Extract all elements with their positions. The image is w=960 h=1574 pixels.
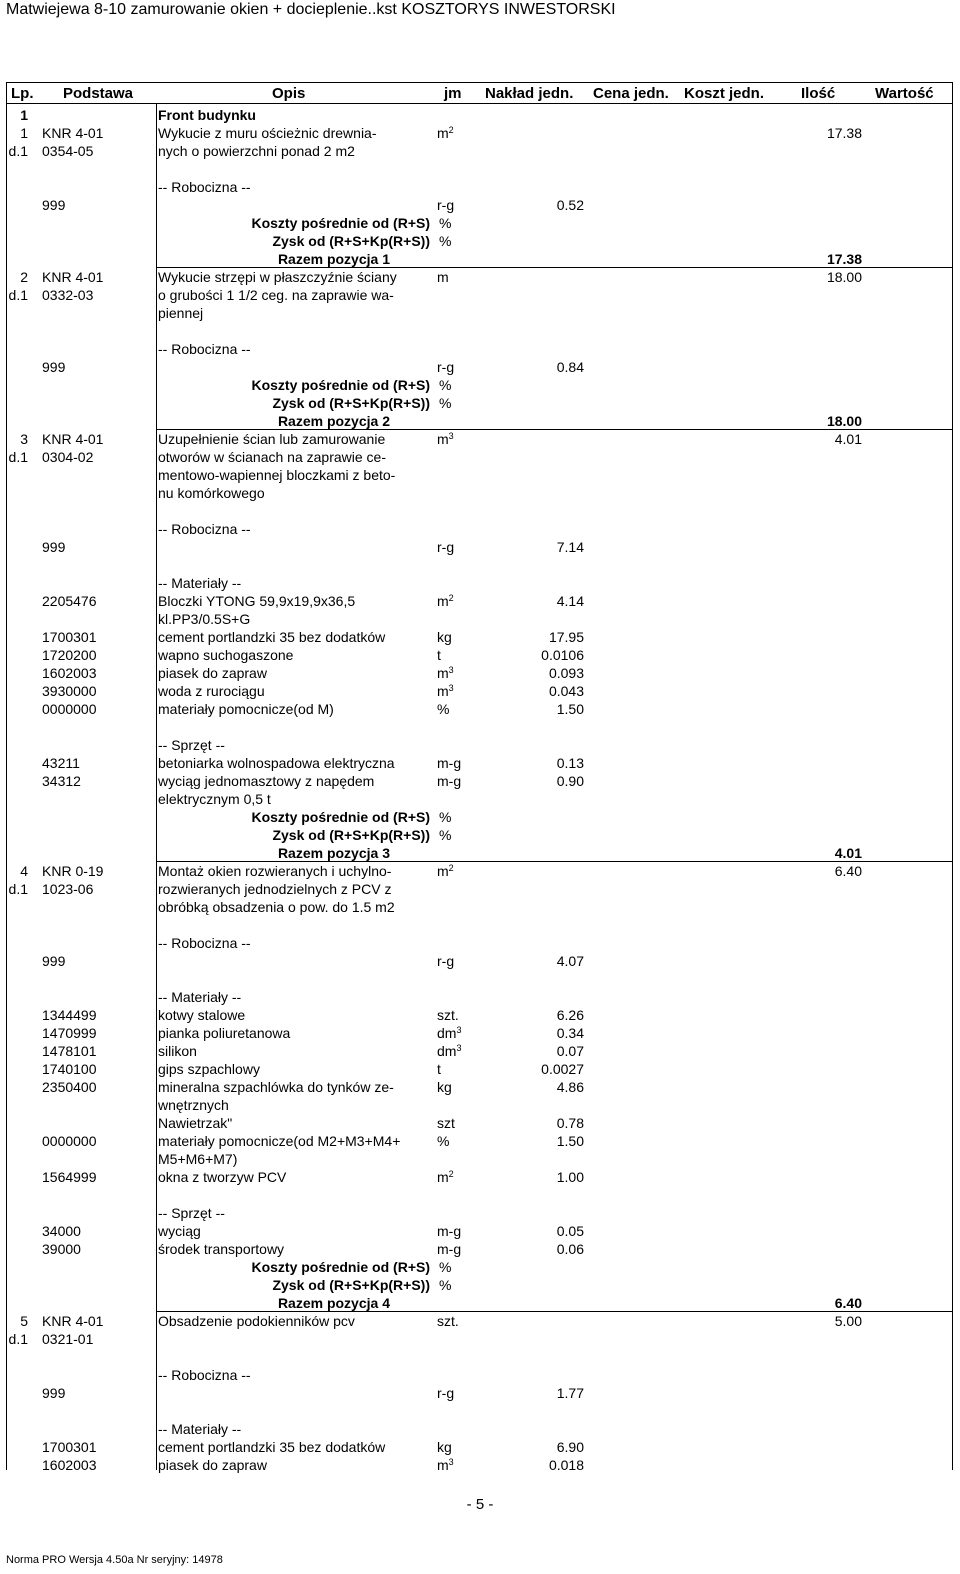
section-title: Front budynku (158, 107, 256, 123)
material-code: 0000000 (42, 701, 97, 717)
labour-row (6, 196, 953, 214)
quantity: 17.38 (826, 125, 862, 141)
material-value: 0.0106 (541, 647, 584, 663)
material-value: 4.14 (556, 593, 584, 609)
material-unit-text: szt. (437, 1007, 459, 1023)
labour-label: -- Robocizna -- (158, 179, 251, 195)
total-row (6, 844, 953, 862)
material-unit-text: dm (437, 1043, 457, 1059)
profit-row (6, 826, 953, 844)
unit-text: m (437, 863, 449, 879)
material-name: wapno suchogaszone (158, 647, 294, 663)
position-number: 1 (20, 125, 28, 141)
material-name: M5+M6+M7) (158, 1151, 238, 1167)
equipment-name: środek transportowy (158, 1241, 285, 1257)
material-unit-text: m (437, 665, 449, 681)
material-row (6, 682, 953, 700)
material-code: 3930000 (42, 683, 97, 699)
material-row (6, 1096, 953, 1114)
labour-row (6, 952, 953, 970)
material-unit-exponent: 3 (456, 1043, 462, 1053)
labour-heading (6, 178, 953, 196)
material-code: 1740100 (42, 1061, 97, 1077)
position-row (6, 142, 953, 160)
unit (437, 430, 454, 448)
material-name: kotwy stalowe (158, 1007, 246, 1023)
material-value: 6.26 (556, 1007, 584, 1023)
materials-label: -- Materiały -- (158, 989, 242, 1005)
overhead-label: Koszty pośrednie od (R+S) (251, 377, 430, 393)
material-unit-text: kg (437, 1079, 452, 1095)
material-unit (437, 1006, 459, 1024)
material-code: 1720200 (42, 647, 97, 663)
labour-heading (6, 934, 953, 952)
material-code: 1602003 (42, 1457, 97, 1473)
material-unit-text: % (437, 701, 450, 717)
equipment-value: 0.90 (556, 773, 584, 789)
position-description: rozwieranych jednodzielnych z PCV z (158, 881, 392, 897)
labour-value: 4.07 (556, 953, 584, 969)
total-label: Razem pozycja 4 (277, 1295, 390, 1311)
page-number: - 5 - (466, 1496, 494, 1513)
material-unit (437, 646, 441, 664)
material-unit-text: m (437, 593, 449, 609)
material-value: 0.0027 (541, 1061, 584, 1077)
material-value: 0.018 (548, 1457, 584, 1473)
material-name: materiały pomocnicze(od M2+M3+M4+ (158, 1133, 401, 1149)
material-unit (437, 1042, 461, 1060)
material-unit-text: m (437, 1457, 449, 1473)
profit-row (6, 1276, 953, 1294)
position-description: o grubości 1 1/2 ceg. na zaprawie wa- (158, 287, 394, 303)
labour-label: -- Robocizna -- (158, 935, 251, 951)
material-unit (437, 592, 454, 610)
labour-code: 999 (42, 539, 66, 555)
labour-code: 999 (42, 197, 66, 213)
equipment-row (6, 790, 953, 808)
material-unit-text: % (437, 1133, 450, 1149)
catalog-code: 0332-03 (42, 287, 94, 303)
material-code: 1700301 (42, 1439, 97, 1455)
total-row (6, 412, 953, 430)
material-name: kl.PP3/0.5S+G (158, 611, 251, 627)
material-unit-text: kg (437, 1439, 452, 1455)
equipment-code: 34312 (42, 773, 81, 789)
unit-exponent: 3 (448, 431, 454, 441)
total-value: 4.01 (834, 845, 862, 861)
equipment-label: -- Sprzęt -- (158, 1205, 225, 1221)
profit-unit: % (439, 827, 452, 843)
labour-heading (6, 340, 953, 358)
material-name: mineralna szpachlówka do tynków ze- (158, 1079, 394, 1095)
materials-label: -- Materiały -- (158, 575, 242, 591)
position-number: 5 (20, 1313, 28, 1329)
material-code: 1344499 (42, 1007, 97, 1023)
material-value: 1.00 (556, 1169, 584, 1185)
material-unit-text: szt (437, 1115, 455, 1131)
position-description: otworów w ścianach na zaprawie ce- (158, 449, 386, 465)
material-row (6, 592, 953, 610)
profit-row (6, 232, 953, 250)
unit-text: szt. (437, 1313, 459, 1329)
catalog-basis: KNR 4-01 (42, 125, 104, 141)
position-row (6, 268, 953, 286)
material-name: Bloczki YTONG 59,9x19,9x36,5 (158, 593, 356, 609)
material-name: piasek do zapraw (158, 1457, 267, 1473)
material-unit-exponent: 2 (448, 1169, 454, 1179)
labour-label: -- Robocizna -- (158, 341, 251, 357)
header-koszt: Koszt jedn. (684, 85, 765, 102)
material-unit-text: m (437, 1169, 449, 1185)
labour-code: 999 (42, 359, 66, 375)
overhead-row (6, 376, 953, 394)
document-title: Matwiejewa 8-10 zamurowanie okien + docieplenie..kst KOSZTORYS INWESTORSKI (6, 1, 616, 18)
material-value: 4.86 (556, 1079, 584, 1095)
labour-code: 999 (42, 1385, 66, 1401)
position-subnumber: d.1 (8, 881, 28, 897)
material-unit (437, 664, 454, 682)
overhead-unit: % (439, 377, 452, 393)
material-name: cement portlandzki 35 bez dodatków (158, 1439, 386, 1455)
material-value: 6.90 (556, 1439, 584, 1455)
overhead-unit: % (439, 1259, 452, 1275)
material-row (6, 1060, 953, 1078)
equipment-row (6, 1240, 953, 1258)
overhead-unit: % (439, 809, 452, 825)
position-number: 3 (20, 431, 28, 447)
header-naklad: Nakład jedn. (485, 85, 574, 102)
material-name: materiały pomocnicze(od M) (158, 701, 334, 717)
material-name: okna z tworzyw PCV (158, 1169, 287, 1185)
quantity: 6.40 (834, 863, 862, 879)
labour-label: -- Robocizna -- (158, 1367, 251, 1383)
labour-row (6, 358, 953, 376)
material-value: 0.07 (556, 1043, 584, 1059)
equipment-row (6, 1222, 953, 1240)
labour-value: 1.77 (556, 1385, 584, 1401)
material-unit (437, 700, 449, 718)
equipment-unit: m-g (437, 773, 462, 789)
overhead-row (6, 214, 953, 232)
position-description: mentowo-wapiennej bloczkami z beto- (158, 467, 396, 483)
material-unit (437, 1456, 454, 1474)
profit-row (6, 394, 953, 412)
profit-label: Zysk od (R+S+Kp(R+S)) (272, 395, 430, 411)
labour-value: 0.84 (556, 359, 584, 375)
labour-unit: r-g (437, 539, 455, 555)
labour-unit: r-g (437, 197, 455, 213)
material-row (6, 1456, 953, 1474)
material-unit-text: dm (437, 1025, 457, 1041)
position-description: piennej (158, 305, 204, 321)
material-value: 0.043 (548, 683, 584, 699)
equipment-name: wyciąg jednomasztowy z napędem (158, 773, 375, 789)
labour-unit: r-g (437, 359, 455, 375)
material-code: 2205476 (42, 593, 97, 609)
unit-text: m (437, 125, 449, 141)
unit-text: m (437, 269, 449, 285)
material-code: 1700301 (42, 629, 97, 645)
material-unit-text: m (437, 683, 449, 699)
equipment-value: 0.05 (556, 1223, 584, 1239)
position-number: 4 (20, 863, 28, 879)
material-value: 0.78 (556, 1115, 584, 1131)
quantity: 4.01 (834, 431, 862, 447)
material-name: silikon (158, 1043, 197, 1059)
materials-heading (6, 988, 953, 1006)
position-subnumber: d.1 (8, 143, 28, 159)
material-unit (437, 1024, 461, 1042)
equipment-code: 39000 (42, 1241, 81, 1257)
position-subnumber: d.1 (8, 449, 28, 465)
equipment-row (6, 754, 953, 772)
position-subnumber: d.1 (8, 1331, 28, 1347)
position-row (6, 448, 953, 466)
header-jm: jm (444, 85, 462, 102)
material-unit-text: kg (437, 629, 452, 645)
material-row (6, 1438, 953, 1456)
section-number: 1 (20, 107, 28, 123)
position-row (6, 286, 953, 304)
material-unit (437, 1438, 452, 1456)
profit-unit: % (439, 395, 452, 411)
unit-text: m (437, 431, 449, 447)
total-label: Razem pozycja 1 (277, 251, 390, 267)
profit-label: Zysk od (R+S+Kp(R+S)) (272, 233, 430, 249)
equipment-unit: m-g (437, 755, 462, 771)
position-row (6, 862, 953, 880)
material-code: 1564999 (42, 1169, 97, 1185)
material-row (6, 664, 953, 682)
material-unit-text: t (437, 647, 441, 663)
unit-exponent: 2 (448, 863, 454, 873)
equipment-unit: m-g (437, 1223, 462, 1239)
material-row (6, 1114, 953, 1132)
labour-code: 999 (42, 953, 66, 969)
header-lp: Lp. (11, 85, 34, 102)
position-row (6, 124, 953, 142)
labour-row (6, 1384, 953, 1402)
material-name: gips szpachlowy (158, 1061, 260, 1077)
equipment-value: 0.06 (556, 1241, 584, 1257)
material-row (6, 646, 953, 664)
labour-heading (6, 520, 953, 538)
material-code: 1602003 (42, 665, 97, 681)
material-name: Nawietrzak" (158, 1115, 233, 1131)
equipment-heading (6, 1204, 953, 1222)
overhead-label: Koszty pośrednie od (R+S) (251, 809, 430, 825)
equipment-unit: m-g (437, 1241, 462, 1257)
unit-exponent: 2 (448, 125, 454, 135)
material-value: 1.50 (556, 701, 584, 717)
total-value: 17.38 (826, 251, 862, 267)
equipment-code: 34000 (42, 1223, 81, 1239)
material-name: cement portlandzki 35 bez dodatków (158, 629, 386, 645)
material-row (6, 1006, 953, 1024)
materials-heading (6, 574, 953, 592)
material-row (6, 1150, 953, 1168)
equipment-code: 43211 (42, 755, 80, 771)
materials-heading (6, 1420, 953, 1438)
overhead-label: Koszty pośrednie od (R+S) (251, 215, 430, 231)
total-row (6, 250, 953, 268)
material-value: 1.50 (556, 1133, 584, 1149)
equipment-label: -- Sprzęt -- (158, 737, 225, 753)
labour-value: 7.14 (556, 539, 584, 555)
position-row (6, 898, 953, 916)
material-name: wnętrznych (158, 1097, 229, 1113)
material-unit-exponent: 3 (448, 1457, 454, 1467)
catalog-basis: KNR 4-01 (42, 1313, 104, 1329)
position-number: 2 (20, 269, 28, 285)
catalog-basis: KNR 4-01 (42, 269, 104, 285)
material-row (6, 628, 953, 646)
material-unit (437, 1114, 455, 1132)
material-unit-exponent: 3 (456, 1025, 462, 1035)
material-name: woda z rurociągu (158, 683, 265, 699)
quantity: 5.00 (834, 1313, 862, 1329)
catalog-code: 1023-06 (42, 881, 94, 897)
position-row (6, 430, 953, 448)
table-header (6, 82, 953, 104)
total-value: 6.40 (834, 1295, 862, 1311)
equipment-value: 0.13 (556, 755, 584, 771)
material-code: 1478101 (42, 1043, 97, 1059)
equipment-heading (6, 736, 953, 754)
position-row (6, 880, 953, 898)
unit (437, 268, 449, 286)
material-row (6, 700, 953, 718)
equipment-name: elektrycznym 0,5 t (158, 791, 271, 807)
position-row (6, 1330, 953, 1348)
material-name: pianka poliuretanowa (158, 1025, 291, 1041)
position-description: nych o powierzchni ponad 2 m2 (158, 143, 355, 159)
material-unit (437, 1060, 441, 1078)
labour-unit: r-g (437, 953, 455, 969)
equipment-name: wyciąg (158, 1223, 201, 1239)
header-wartosc: Wartość (875, 85, 934, 102)
catalog-basis: KNR 4-01 (42, 431, 104, 447)
position-subnumber: d.1 (8, 287, 28, 303)
catalog-code: 0321-01 (42, 1331, 94, 1347)
overhead-label: Koszty pośrednie od (R+S) (251, 1259, 430, 1275)
position-row (6, 484, 953, 502)
material-value: 0.093 (548, 665, 584, 681)
unit (437, 124, 454, 142)
total-value: 18.00 (826, 413, 862, 429)
labour-value: 0.52 (556, 197, 584, 213)
unit (437, 862, 454, 880)
materials-label: -- Materiały -- (158, 1421, 242, 1437)
section-row (6, 106, 953, 124)
profit-unit: % (439, 233, 452, 249)
material-unit-exponent: 2 (448, 593, 454, 603)
catalog-code: 0354-05 (42, 143, 94, 159)
material-row (6, 1078, 953, 1096)
overhead-unit: % (439, 215, 452, 231)
position-row (6, 304, 953, 322)
equipment-row (6, 772, 953, 790)
header-cena: Cena jedn. (593, 85, 669, 102)
unit (437, 1312, 459, 1330)
labour-label: -- Robocizna -- (158, 521, 251, 537)
catalog-code: 0304-02 (42, 449, 94, 465)
material-unit (437, 1078, 452, 1096)
position-row (6, 1312, 953, 1330)
cost-estimate-table (6, 82, 953, 1473)
material-unit-exponent: 3 (448, 665, 454, 675)
quantity: 18.00 (826, 269, 862, 285)
profit-label: Zysk od (R+S+Kp(R+S)) (272, 1277, 430, 1293)
position-description: Montaż okien rozwieranych i uchylno- (158, 863, 392, 879)
profit-label: Zysk od (R+S+Kp(R+S)) (272, 827, 430, 843)
material-name: piasek do zapraw (158, 665, 267, 681)
labour-unit: r-g (437, 1385, 455, 1401)
position-description: nu komórkowego (158, 485, 265, 501)
material-code: 2350400 (42, 1079, 97, 1095)
material-row (6, 1042, 953, 1060)
total-label: Razem pozycja 2 (277, 413, 390, 429)
material-unit (437, 1168, 454, 1186)
labour-row (6, 538, 953, 556)
position-description: obróbką obsadzenia o pow. do 1.5 m2 (158, 899, 395, 915)
material-code: 1470999 (42, 1025, 97, 1041)
position-description: Obsadzenie podokienników pcv (158, 1313, 355, 1329)
labour-heading (6, 1366, 953, 1384)
header-opis: Opis (272, 85, 306, 102)
header-ilosc: Ilość (801, 85, 836, 102)
material-unit (437, 1132, 449, 1150)
total-label: Razem pozycja 3 (277, 845, 390, 861)
position-description: Wykucie strzępi w płaszczyźnie ściany (158, 269, 397, 285)
profit-unit: % (439, 1277, 452, 1293)
material-unit (437, 682, 454, 700)
material-row (6, 1132, 953, 1150)
material-row (6, 610, 953, 628)
position-description: Uzupełnienie ścian lub zamurowanie (158, 431, 386, 447)
position-row (6, 466, 953, 484)
material-unit-text: t (437, 1061, 441, 1077)
equipment-name: betoniarka wolnospadowa elektryczna (158, 755, 395, 771)
material-unit (437, 628, 452, 646)
total-row (6, 1294, 953, 1312)
position-description: Wykucie z muru ościeżnic drewnia- (158, 125, 377, 141)
material-unit-exponent: 3 (448, 683, 454, 693)
software-note: Norma PRO Wersja 4.50a Nr seryjny: 14978 (6, 1554, 223, 1566)
material-value: 0.34 (556, 1025, 584, 1041)
overhead-row (6, 1258, 953, 1276)
material-row (6, 1024, 953, 1042)
material-value: 17.95 (548, 629, 584, 645)
material-code: 0000000 (42, 1133, 97, 1149)
catalog-basis: KNR 0-19 (42, 863, 104, 879)
overhead-row (6, 808, 953, 826)
material-row (6, 1168, 953, 1186)
header-podstawa: Podstawa (63, 85, 134, 102)
